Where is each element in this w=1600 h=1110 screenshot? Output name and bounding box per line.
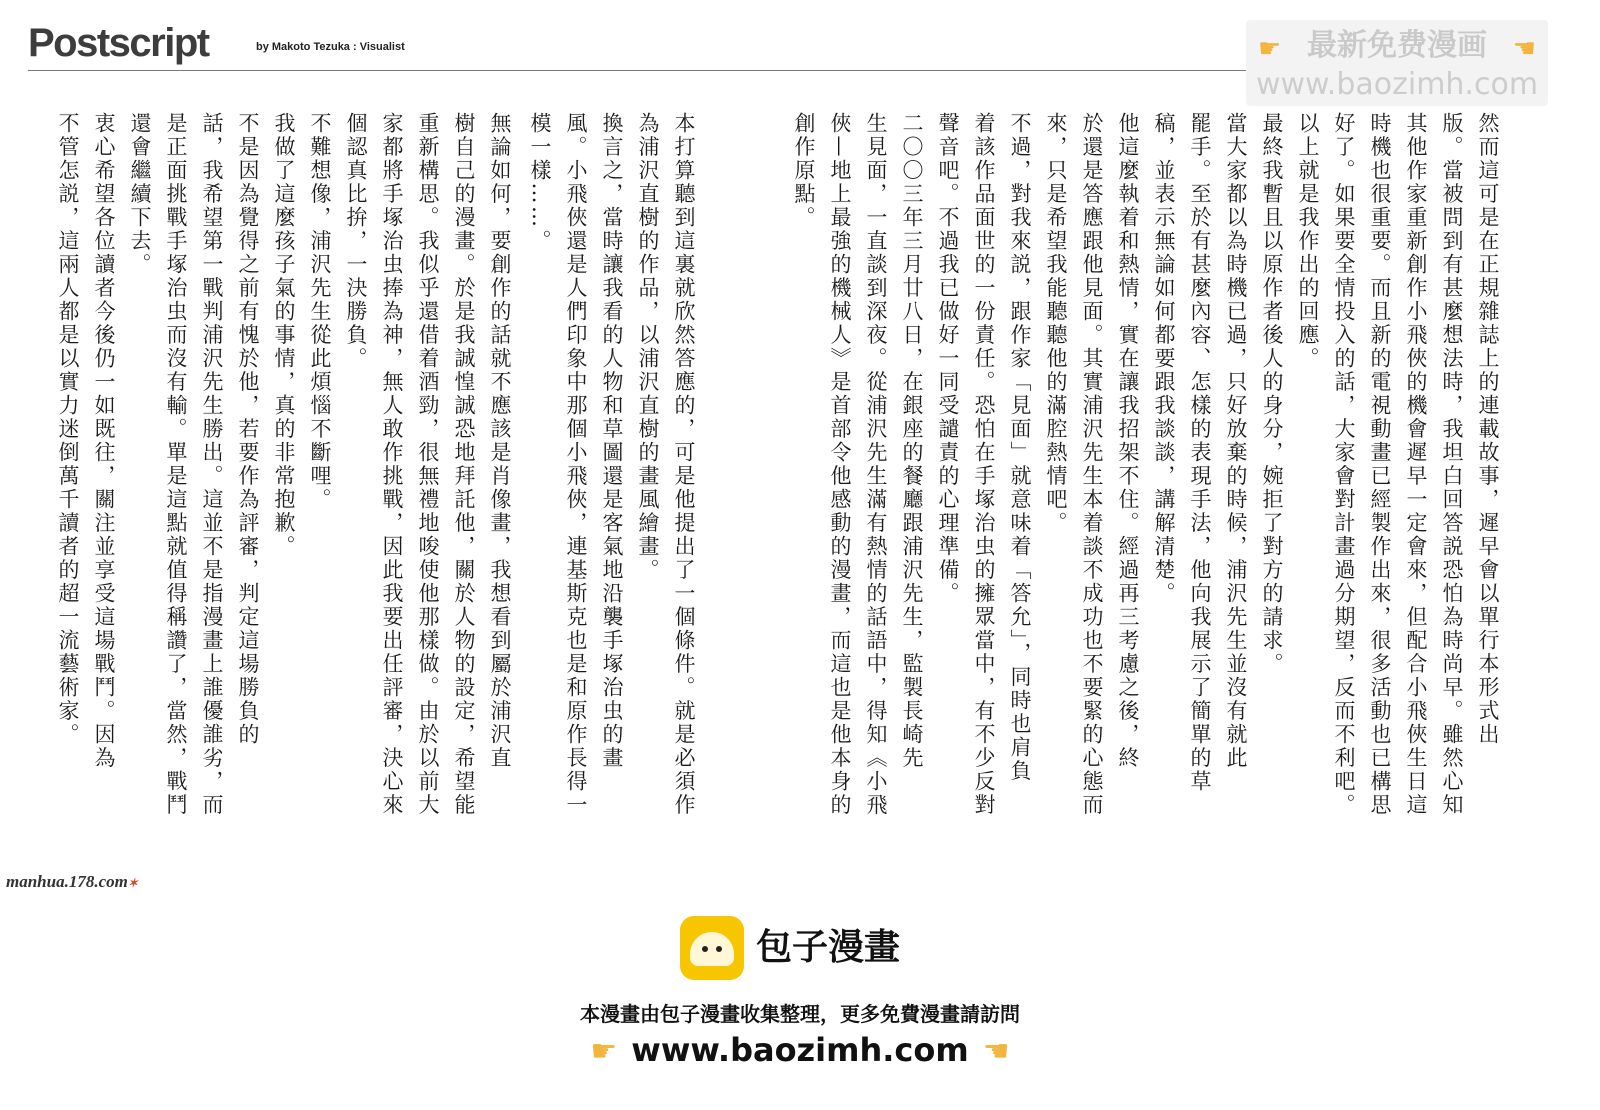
watermark-text: 最新免费漫画 xyxy=(1307,28,1487,63)
text-column: 不是因為覺得之前有愧於他，若要作為評審，判定這場勝負的 xyxy=(236,112,260,747)
text-column: 着該作品面世的一份責任。恐怕在手塚治虫的擁眾當中，有不少反對 xyxy=(972,112,996,817)
text-column: 衷心希望各位讀者今後仍一如既往，關注並享受這場戰鬥。因為 xyxy=(92,112,116,770)
baozi-logo-icon[interactable] xyxy=(680,916,744,980)
text-column: 當大家都以為時機已過，只好放棄的時候，浦沢先生並沒有就此 xyxy=(1224,112,1248,770)
text-column: 個認真比拚，一決勝負。 xyxy=(344,112,368,371)
text-column: 為浦沢直樹的作品，以浦沢直樹的畫風繪畫。 xyxy=(636,112,660,582)
page-title: Postscript xyxy=(28,21,209,65)
text-column: 好了。如果要全情投入的話，大家會對計畫過分期望，反而不利吧。 xyxy=(1332,112,1356,817)
text-column: 本打算聽到這裏就欣然答應的，可是他提出了一個條件。就是必須作 xyxy=(672,112,696,817)
text-column: 版。當被問到有甚麼想法時，我坦白回答説恐怕為時尚早。雖然心知 xyxy=(1440,112,1464,817)
author-byline: by Makoto Tezuka : Visualist xyxy=(256,41,405,53)
text-column: 模一樣……。 xyxy=(528,112,552,253)
pointing-hand-icon: ☚ xyxy=(982,1034,1010,1069)
postscript-header xyxy=(28,18,1268,68)
text-column: 是正面挑戰手塚治虫而沒有輸。單是這點就值得稱讚了，當然，戰鬥 xyxy=(164,112,188,817)
text-column: 不過，對我來説，跟作家「見面」就意味着「答允」，同時也肩負 xyxy=(1008,112,1032,783)
text-column: 換言之，當時讓我看的人物和草圖還是客氣地沿襲手塚治虫的畫 xyxy=(600,112,624,770)
text-column: 生見面，一直談到深夜。從浦沢先生滿有熱情的話語中，得知《小飛 xyxy=(864,112,888,817)
footer-notice: 本漫畫由包子漫畫收集整理，更多免費漫畫請訪問 xyxy=(580,1002,1020,1026)
pointing-hand-icon: ☛ xyxy=(1258,34,1282,64)
text-column: 聲音吧。不過我已做好一同受譴責的心理準備。 xyxy=(936,112,960,606)
text-column: 稿，並表示無論如何都要跟我談談，講解清楚。 xyxy=(1152,112,1176,606)
text-column: 他這麼執着和熱情，實在讓我招架不住。經過再三考慮之後，終 xyxy=(1116,112,1140,770)
text-column: 樹自己的漫畫。於是我誠惶誠恐地拜託他，關於人物的設定，希望能 xyxy=(452,112,476,817)
eye-icon xyxy=(716,946,722,952)
text-column: 其他作家重新創作小飛俠的機會遲早一定會來，但配合小飛俠生日這 xyxy=(1404,112,1428,817)
star-icon: ✶ xyxy=(127,876,138,890)
text-column: 風。小飛俠還是人們印象中那個小飛俠，連基斯克也是和原作長得一 xyxy=(564,112,588,817)
article-body xyxy=(56,112,1516,832)
text-column: 時機也很重要。而且新的電視動畫已經製作出來，很多活動也已構思 xyxy=(1368,112,1392,817)
site-credit xyxy=(6,872,138,892)
text-column: 以上就是我作出的回應。 xyxy=(1296,112,1320,371)
watermark-box xyxy=(1246,20,1548,106)
text-column: 家都將手塚治虫捧為神，無人敢作挑戰，因此我要出任評審，決心來 xyxy=(380,112,404,817)
footer-url-link[interactable]: www.baozimh.com xyxy=(631,1031,969,1069)
text-column: 俠—地上最強的機械人》是首部令他感動的漫畫，而這也是他本身的 xyxy=(828,112,852,817)
pointing-hand-icon: ☚ xyxy=(1512,34,1536,64)
text-column: 重新構思。我似乎還借着酒勁，很無禮地唆使他那樣做。由於以前大 xyxy=(416,112,440,817)
watermark-url: www.baozimh.com xyxy=(1255,67,1539,102)
text-column: 我做了這麼孩子氣的事情，真的非常抱歉。 xyxy=(272,112,296,559)
text-column: 最終我暫且以原作者後人的身分，婉拒了對方的請求。 xyxy=(1260,112,1284,676)
text-column: 創作原點。 xyxy=(792,112,816,230)
text-column: 話，我希望第一戰判浦沢先生勝出。這並不是指漫畫上誰優誰劣，而 xyxy=(200,112,224,817)
text-column: 二〇〇三年三月廿八日，在銀座的餐廳跟浦沢先生，監製長崎先 xyxy=(900,112,924,770)
text-column: 無論如何，要創作的話就不應該是肖像畫，我想看到屬於浦沢直 xyxy=(488,112,512,770)
text-column: 然而這可是在正規雜誌上的連載故事，遲早會以單行本形式出 xyxy=(1476,112,1500,747)
text-column: 罷手。至於有甚麼內容、怎樣的表現手法，他向我展示了簡單的草 xyxy=(1188,112,1212,794)
header-rule xyxy=(28,70,1268,71)
text-column: 還會繼續下去。 xyxy=(128,112,152,277)
text-column: 不難想像，浦沢先生從此煩惱不斷哩。 xyxy=(308,112,332,512)
footer-url-row[interactable] xyxy=(0,1028,1600,1074)
site-credit-text: manhua.178.com xyxy=(6,872,128,891)
text-column: 來，只是希望我能聽聽他的滿腔熱情吧。 xyxy=(1044,112,1068,535)
pointing-hand-icon: ☛ xyxy=(590,1034,618,1069)
footer-banner xyxy=(0,896,1600,1110)
baozi-face xyxy=(690,932,734,966)
text-column: 於還是答應跟他見面。其實浦沢先生本着談不成功也不要緊的心態而 xyxy=(1080,112,1104,817)
text-column: 不管怎説，這兩人都是以實力迷倒萬千讀者的超一流藝術家。 xyxy=(56,112,80,747)
brand-name[interactable]: 包子漫畫 xyxy=(756,927,901,968)
eye-icon xyxy=(702,946,708,952)
